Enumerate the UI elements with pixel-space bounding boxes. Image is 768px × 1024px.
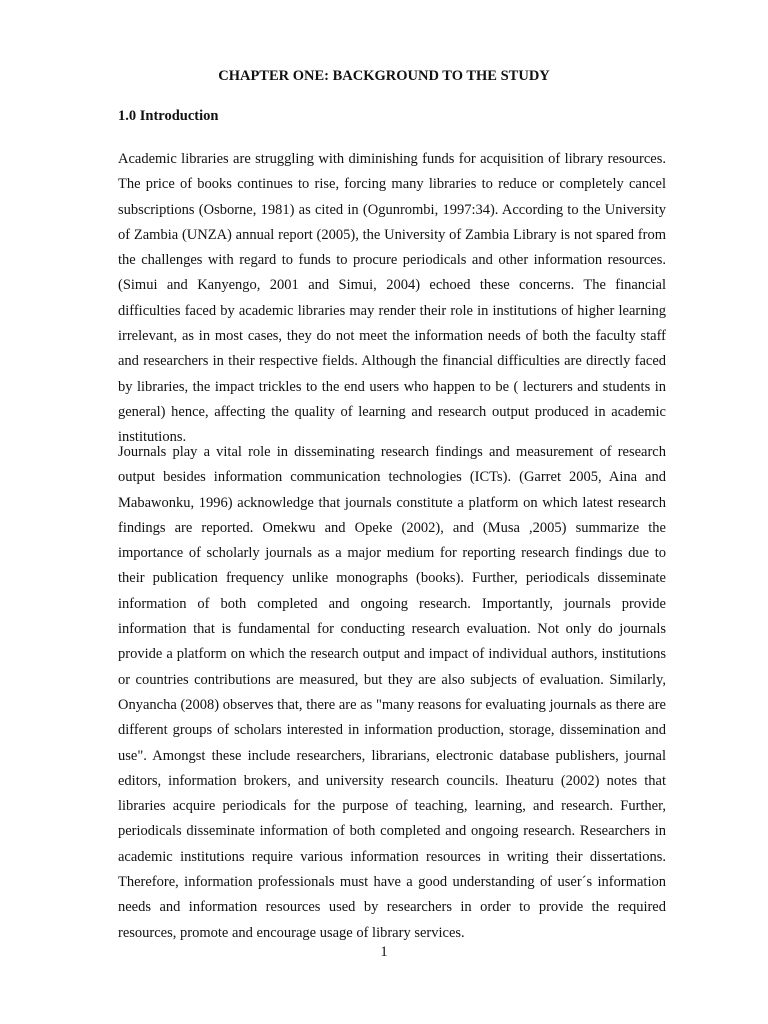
- section-heading: 1.0 Introduction: [118, 108, 219, 124]
- chapter-title: CHAPTER ONE: BACKGROUND TO THE STUDY: [218, 68, 550, 84]
- body-paragraph-1: Academic libraries are struggling with diminishing funds for acquisition of library resources. The price of books continues to rise, forcing many libraries to reduce or completely cancel subscriptions (Osborne, 1981) as cited in (Ogunrombi, 1997:34). According to the University of Zambia (UNZA) annual report (2005), the University of Zambia Library is not spared from the challenges with regard to funds to procure periodicals and other information resources. (Simui and Kanyengo, 2001 and Simui, 2004) echoed these concerns. The financial difficulties faced by academic libraries may render their role in institutions of higher learning irrelevant, as in most cases, they do not meet the information needs of both the faculty staff and researchers in their respective fields. Although the financial difficulties are directly faced by libraries, the impact trickles to the end users who happen to be ( lecturers and students in general) hence, affecting the quality of learning and research output produced in academic institutions.: [118, 151, 666, 446]
- body-paragraph-2: Journals play a vital role in disseminating research findings and measurement of research output besides information communication technologies (ICTs). (Garret 2005, Aina and Mabawonku, 1996) acknowledge that journals constitute a platform on which latest research findings are reported. Omekwu and Opeke (2002), and (Musa ,2005) summarize the importance of scholarly journals as a major medium for reporting research findings due to their publication frequency unlike monographs (books). Further, periodicals disseminate information of both completed and ongoing research. Importantly, journals provide information that is fundamental for conducting research evaluation. Not only do journals provide a platform on which the research output and impact of individual authors, institutions or countries contributions are measured, but they are also subjects of evaluation. Similarly, Onyancha (2008) observes that, there are as "many reasons for evaluating journals as there are different groups of scholars interested in information production, storage, dissemination and use". Amongst these include researchers, librarians, electronic database publishers, journal editors, information brokers, and university research councils. Iheaturu (2002) notes that libraries acquire periodicals for the purpose of teaching, learning, and research. Further, periodicals disseminate information of both completed and ongoing research. Researchers in academic institutions require various information resources in writing their dissertations. Therefore, information professionals must have a good understanding of user´s information needs and information resources used by researchers in order to provide the required resources, promote and encourage usage of library services.: [118, 444, 666, 941]
- page-number: 1: [380, 944, 388, 960]
